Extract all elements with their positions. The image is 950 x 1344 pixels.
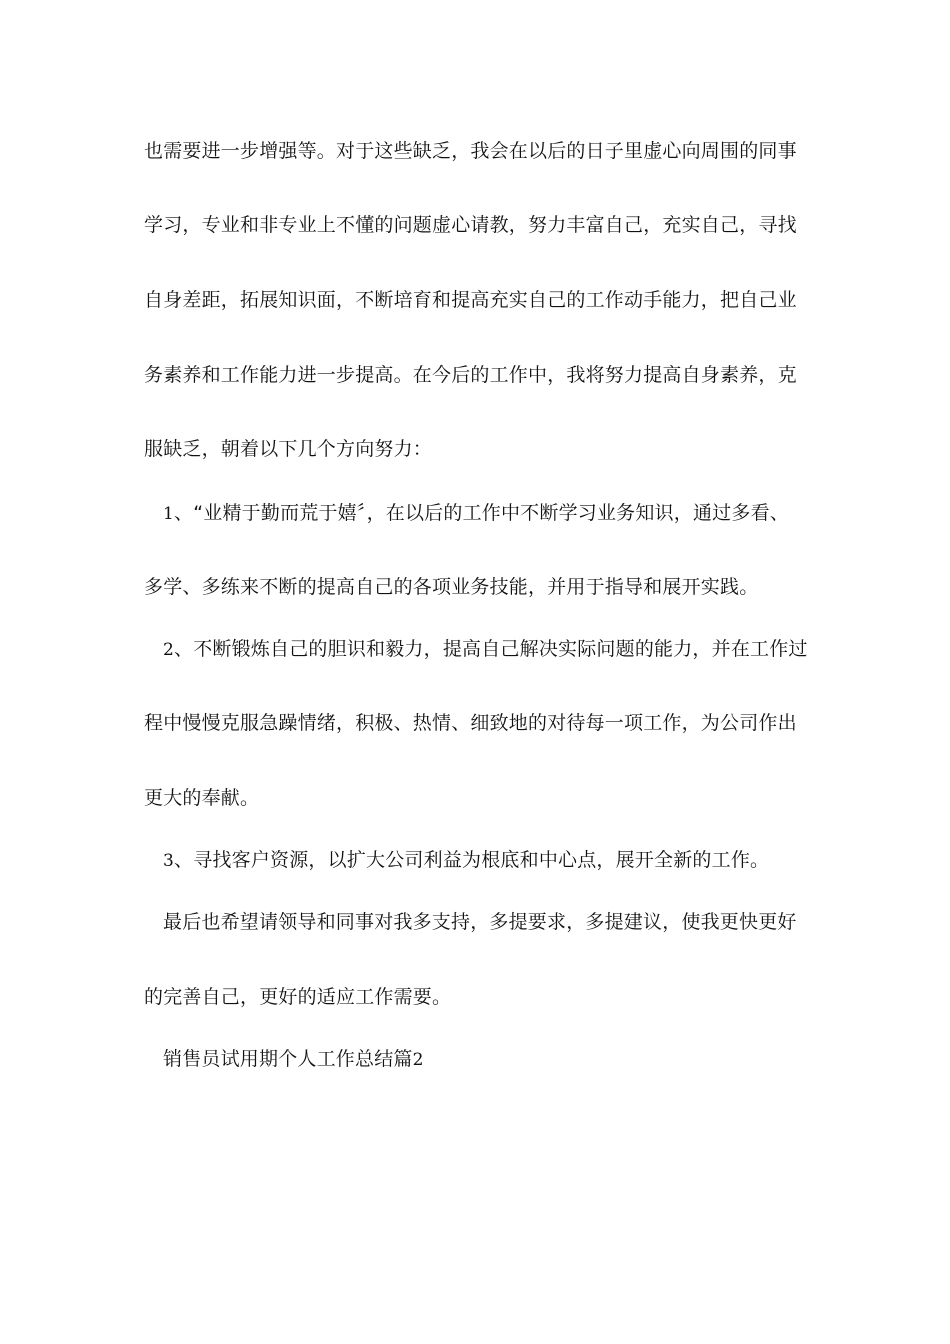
paragraph-line: 学习，专业和非专业上不懂的问题虚心请教，努力丰富自己，充实自己，寻找 <box>144 214 797 236</box>
list-item-2-continuation: 程中慢慢克服急躁情绪，积极、热情、细致地的对待每一项工作，为公司作出 <box>144 712 797 734</box>
paragraph-line: 务素养和工作能力进一步提高。在今后的工作中，我将努力提高自身素养，克 <box>144 364 797 386</box>
list-item-3 <box>163 846 843 875</box>
closing-paragraph-line: 最后也希望请领导和同事对我多支持，多提要求，多提建议，使我更快更好 <box>163 911 797 933</box>
paragraph-line: 也需要进一步增强等。对于这些缺乏，我会在以后的日子里虚心向周围的同事 <box>144 140 797 162</box>
list-item-2-continuation: 更大的奉献。 <box>144 787 260 809</box>
section-title-number: 2 <box>412 1050 424 1070</box>
list-item-1-continuation: 多学、多练来不断的提高自己的各项业务技能，并用于指导和展开实践。 <box>144 576 759 598</box>
list-item-text: 、寻找客户资源，以扩大公司利益为根底和中心点，展开全新的工作。 <box>174 849 770 871</box>
list-item-number: 3 <box>163 851 175 871</box>
closing-paragraph-line: 的完善自己，更好的适应工作需要。 <box>144 986 452 1008</box>
paragraph-line: 自身差距，拓展知识面，不断培育和提高充实自己的工作动手能力，把自己业 <box>144 289 797 311</box>
list-item-number: 2 <box>163 640 175 660</box>
list-item-text: 、“业精于勤而荒于嬉〞，在以后的工作中不断学习业务知识，通过多看、 <box>174 502 789 524</box>
list-item-text: 、不断锻炼自己的胆识和毅力，提高自己解决实际问题的能力，并在工作过 <box>174 638 808 660</box>
list-item-1 <box>163 499 843 528</box>
section-title-text: 销售员试用期个人工作总结篇 <box>163 1048 413 1070</box>
list-item-number: 1 <box>163 504 175 524</box>
list-item-2 <box>163 635 843 664</box>
paragraph-line: 服缺乏，朝着以下几个方向努力： <box>144 438 433 460</box>
section-title <box>163 1045 843 1074</box>
